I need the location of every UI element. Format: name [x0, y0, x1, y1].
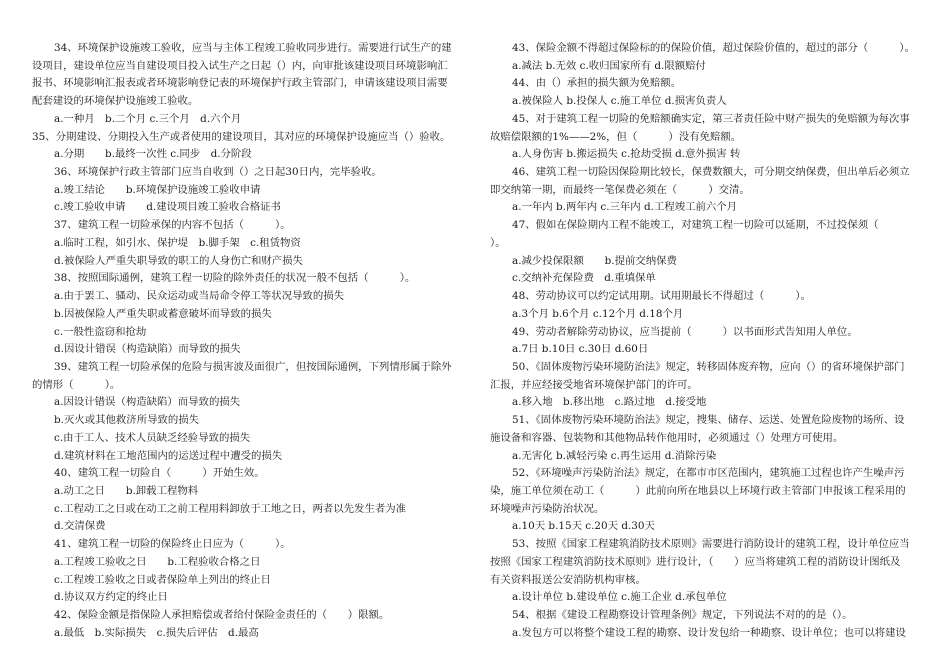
answer-options: d.因设计错误（构造缺陷）而导致的损失: [54, 343, 241, 356]
answer-options: b.因被保险人严重失职或蓄意破坏而导致的损失: [54, 307, 272, 320]
question-line: 53、按照《国家工程建筑消防技术原则》需要进行消防设计的建筑工程，设计单位应当: [512, 538, 910, 551]
question-line: 46、建筑工程一切险因保险期比较长，保费数额大，可分期交纳保费，但出单后必须立: [512, 166, 910, 179]
answer-options: a.最低 b.实际损失 c.损失后评估 d.最高: [54, 626, 259, 639]
question-line: 38、按照国际通例，建筑工程一切险的除外责任的状况一般不包括（ ）。: [54, 272, 416, 285]
answer-options: a.设计单位 b.建设单位 c.施工企业 d.承包单位: [512, 591, 727, 604]
answer-options: a.分期 b.最终一次性 c.同步 d.分阶段: [54, 148, 252, 161]
answer-options: a.由于罢工、骚动、民众运动或当局命令停工等状况导致的损失: [54, 290, 345, 303]
answer-options: a.移入地 b.移出地 c.路过地 d.接受地: [512, 396, 707, 409]
question-line: 43、保险金额不得超过保险标的的保险价值，超过保险价值的，超过的部分（ ）。: [512, 42, 915, 54]
question-continuation: 环境噪声污染防治状况。: [490, 502, 605, 515]
answer-options: d.被保险人严重失职导致的职工的人身伤亡和财产损失: [54, 254, 303, 267]
answer-options: c.竣工验收申请 d.建设项目竣工验收合格证书: [54, 201, 281, 214]
question-continuation: 故赔偿限额的1%——2%，但（ ）没有免赔额。: [490, 130, 742, 143]
answer-options: a.被保险人 b.投保人 c.施工单位 d.损害负责人: [512, 95, 727, 108]
question-line: 42、保险金额是指保险人承担赔偿或者给付保险金责任的（ ）限额。: [54, 609, 390, 621]
question-line: 40、建筑工程一切险自（ ）开始生效。: [54, 467, 265, 480]
answer-options: a.一年内 b.两年内 c.三年内 d.工程竣工前六个月: [512, 201, 738, 214]
question-line: 50、《固体废物污染环境防治法》规定，转移固体废弃物，应向（）的省环境保护部门: [512, 360, 905, 373]
question-continuation: 设项目，建设单位应当自建设项目投入试生产之日起（）内，向审批该建设项目环境影响汇: [32, 59, 448, 72]
question-line: 45、对于建筑工程一切险的免赔额确实定，第三者责任险中财产损失的免赔额为每次事: [512, 112, 910, 125]
question-line: 47、假如在保险期内工程不能竣工，对建筑工程一切险可以延期，不过投保须（: [512, 219, 879, 232]
answer-options: a.因设计错误（构造缺陷）而导致的损失: [54, 396, 241, 409]
answer-options: b.灭火或其他救济所导致的损失: [54, 414, 200, 427]
question-line: 44、由（）承担的损失额为免赔额。: [512, 77, 682, 90]
question-continuation: 的情形（ ）。: [32, 378, 121, 391]
answer-options: a.临时工程，如引水、保护堤 b.脚手架 c.租赁物资: [54, 236, 301, 249]
question-line: 37、建筑工程一切险承保的内容不包括（ ）。: [54, 219, 291, 232]
answer-options: c.交纳补充保险费 d.重填保单: [512, 272, 656, 285]
question-continuation: 有关资料报送公安消防机构审核。: [490, 573, 646, 586]
question-line: 54、根据《建设工程勘察设计管理条例》规定，下列说法不对的的是（）。: [512, 609, 853, 621]
answer-options: a.7日 b.10日 c.30日 d.60日: [512, 343, 649, 356]
answer-options: a.人身伤害 b.搬运损失 c.抢劫受损 d.意外损害 转: [512, 148, 741, 161]
answer-options: c.工程动工之日或在动工之前工程用料卸放于工地之日，两者以先发生者为准: [54, 502, 407, 515]
answer-options: a.一种月 b.二个月 c.三个月 d.六个月: [54, 112, 242, 125]
answer-options: a.3个月 b.6个月 c.12个月 d.18个月: [512, 307, 684, 320]
answer-options: c.工程竣工验收之日或者保险单上列出的终止日: [54, 573, 271, 586]
question-line: 36、环境保护行政主管部门应当自收到（）之日起30日内，完毕验收。: [54, 166, 382, 179]
question-line: 51、《固体废物污染环境防治法》规定，搜集、储存、运送、处置危险废物的场所、设: [512, 414, 905, 427]
answer-options: a.动工之日 b.卸载工程物料: [54, 484, 199, 497]
question-line: 41、建筑工程一切险的保险终止日应为（ ）。: [54, 538, 291, 551]
question-line: 52、《环境噪声污染防治法》规定，在都市市区范围内，建筑施工过程也许产生噪声污: [512, 467, 905, 480]
answer-options: a.减少投保限额 b.提前交纳保费: [512, 254, 677, 267]
answer-options: d.协议双方约定的终止日: [54, 591, 168, 604]
question-line: 34、环境保护设施竣工验收，应当与主体工程竣工验收同步进行。需要进行试生产的建: [54, 42, 452, 54]
answer-options: a.10天 b.15天 c.20天 d.30天: [512, 520, 655, 533]
question-continuation: 染，施工单位须在动工（ ）此前向所在地县以上环境行政主管部门申报该工程采用的: [490, 484, 906, 497]
question-continuation: 报书、环境影响汇报表或者环境影响登记表的环境保护行政主管部门，申请该建设项目需要: [32, 77, 448, 90]
question-line: 39、建筑工程一切险承保的危险与损害波及面很广，但按国际通例，下列情形属于除外: [54, 360, 452, 373]
answer-options: c.一般性盗窃和抢劫: [54, 325, 147, 338]
left-column: [32, 40, 452, 642]
question-continuation: ）。: [490, 236, 506, 249]
question-line: 35、分期建设、分期投入生产或者使用的建设项目，其对应的环境保护设施应当（）验收。: [32, 130, 451, 143]
answer-options: a.发包方可以将整个建设工程的勘察、设计发包给一种勘察、设计单位；也可以将建设: [512, 626, 906, 639]
question-line: 48、劳动协议可以约定试用期。试用期最长不得超过（ ）。: [512, 290, 811, 303]
question-continuation: 汇报，并应经接受地省环境保护部门的许可。: [490, 378, 698, 391]
question-line: 49、劳动者解除劳动协议，应当提前（ ）以书面形式告知用人单位。: [512, 325, 858, 338]
question-continuation: 施设备和容器、包装物和其他物品转作他用时，必须通过（）处理方可使用。: [490, 431, 844, 444]
answer-options: a.竣工结论 b.环境保护设施竣工验收申请: [54, 183, 261, 196]
right-column: [490, 40, 920, 642]
question-continuation: 按照《国家工程建筑消防技术原则》进行设计，（ ）应当将建筑工程的消防设计图纸及: [490, 555, 901, 568]
answer-options: c.由于工人、技术人员缺乏经验导致的损失: [54, 431, 251, 444]
question-continuation: 配套建设的环境保护设施竣工验收。: [32, 95, 199, 108]
answer-options: d.建筑材料在工地范围内的运送过程中遭受的损失: [54, 449, 283, 462]
question-continuation: 即交纳第一期，而最终一笔保费必须在（ ）交清。: [490, 183, 750, 196]
answer-options: d.交清保费: [54, 520, 106, 533]
answer-options: a.无害化 b.减轻污染 c.再生运用 d.消除污染: [512, 449, 717, 462]
answer-options: a.减法 b.无效 c.收归国家所有 d.限额赔付: [512, 59, 706, 72]
answer-options: a.工程竣工验收之日 b.工程验收合格之日: [54, 555, 261, 568]
